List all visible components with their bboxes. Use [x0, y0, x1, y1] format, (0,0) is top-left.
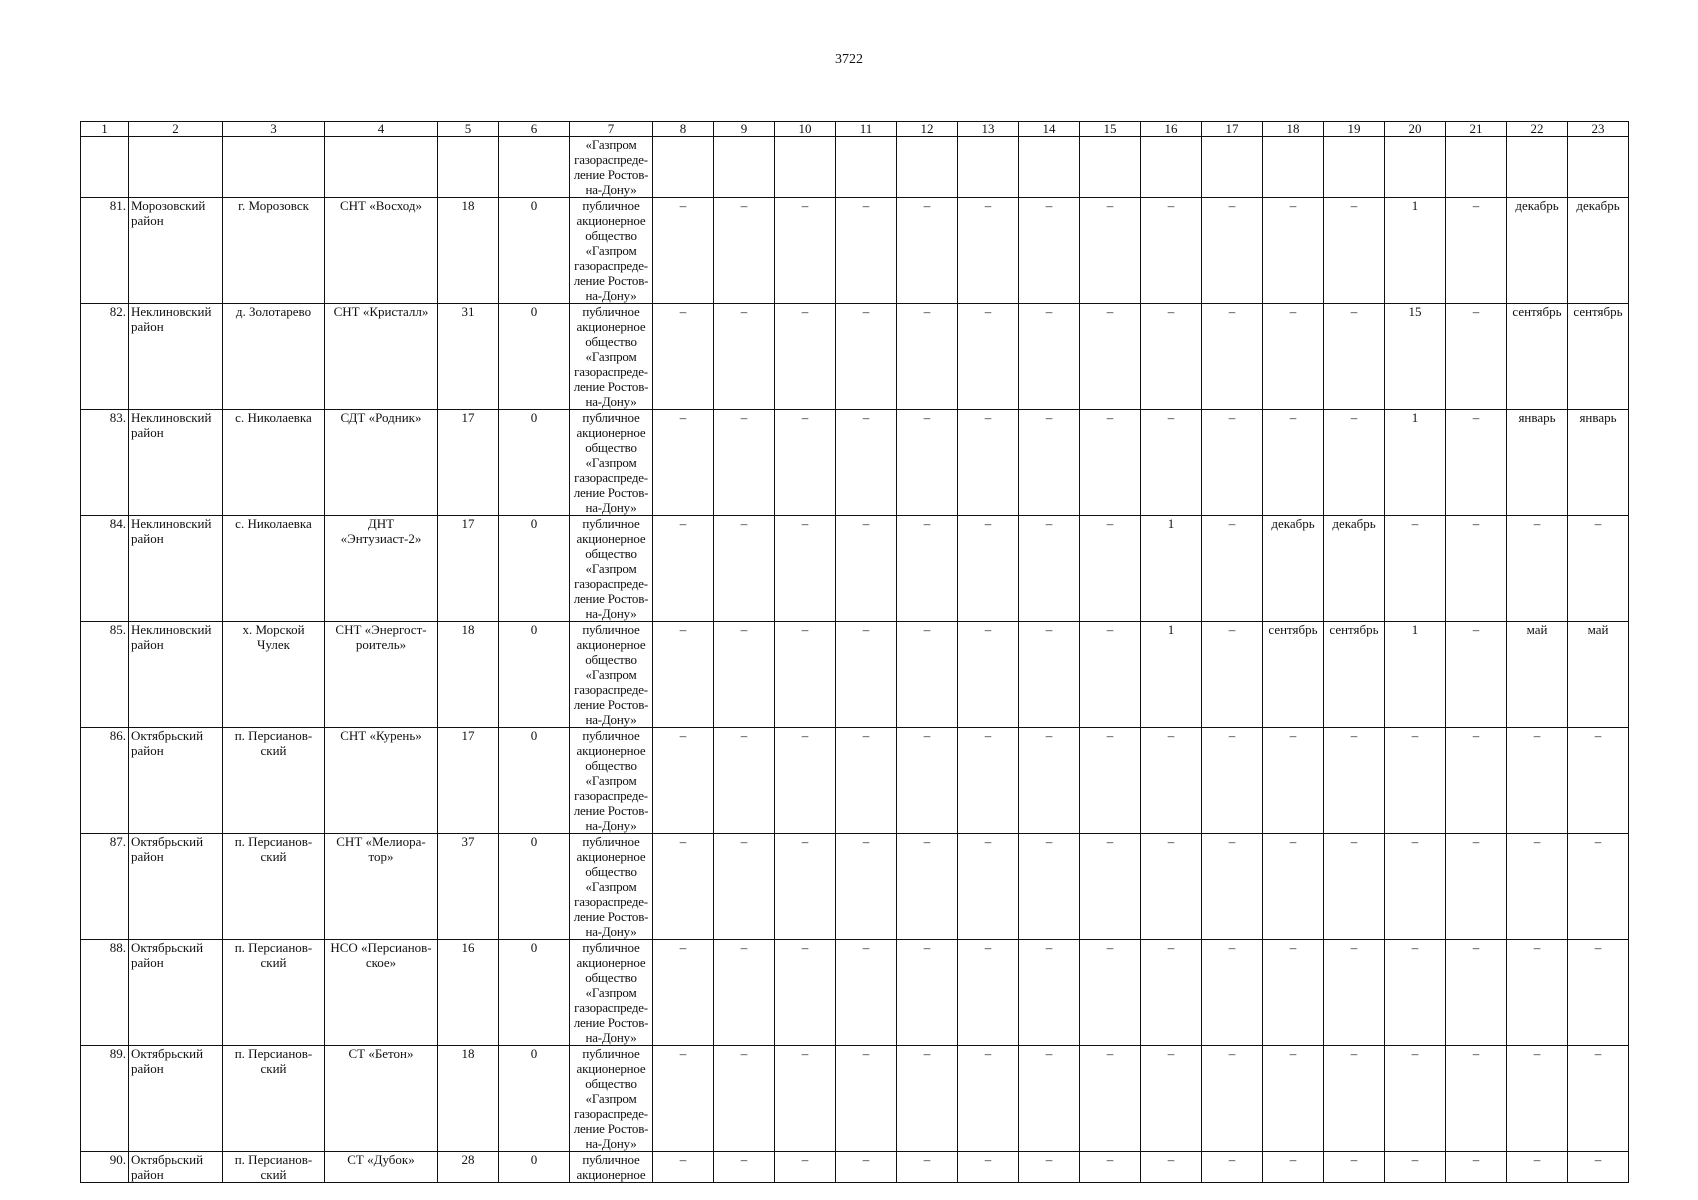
value-cell: 1 [1141, 516, 1202, 622]
value-cell: 0 [499, 834, 570, 940]
value-cell: – [958, 1152, 1019, 1183]
value-cell: – [775, 410, 836, 516]
value-cell: декабрь [1324, 516, 1385, 622]
value-cell: – [836, 304, 897, 410]
district-cell: Октябрьский район [129, 1046, 223, 1152]
value-cell: – [897, 940, 958, 1046]
value-cell: – [1385, 728, 1446, 834]
data-table [80, 121, 1629, 1183]
value-cell: сентябрь [1507, 304, 1568, 410]
value-cell: – [1202, 834, 1263, 940]
value-cell: – [653, 304, 714, 410]
value-cell: – [1263, 198, 1324, 304]
value-cell: – [1080, 1152, 1141, 1183]
organization-cell: публичное акционерное общество «Газпром газораспреде-ление Ростов-на-Дону» [570, 198, 653, 304]
value-cell: 1 [1385, 410, 1446, 516]
value-cell: декабрь [1568, 198, 1629, 304]
value-cell: – [958, 1046, 1019, 1152]
value-cell: – [1141, 1152, 1202, 1183]
locality-cell: с. Николаевка [223, 516, 325, 622]
row-number-cell: 88. [81, 940, 129, 1046]
partnership-name-cell: ДНТ «Энтузиаст-2» [325, 516, 438, 622]
column-header: 20 [1385, 122, 1446, 137]
value-cell: – [653, 1152, 714, 1183]
table-row [81, 728, 1629, 834]
value-cell: – [836, 834, 897, 940]
value-cell: – [653, 728, 714, 834]
value-cell: – [775, 834, 836, 940]
organization-cell: публичное акционерное [570, 1152, 653, 1183]
value-cell: – [1446, 1152, 1507, 1183]
value-cell: – [1568, 834, 1629, 940]
value-cell: 18 [438, 198, 499, 304]
value-cell: – [1202, 940, 1263, 1046]
value-cell: декабрь [1507, 198, 1568, 304]
row-number-cell: 81. [81, 198, 129, 304]
value-cell: – [1080, 940, 1141, 1046]
value-cell: – [714, 198, 775, 304]
value-cell: – [1263, 940, 1324, 1046]
value-cell: – [714, 622, 775, 728]
table-row [81, 304, 1629, 410]
value-cell: – [1019, 622, 1080, 728]
value-cell: – [775, 198, 836, 304]
value-cell: – [1202, 516, 1263, 622]
value-cell: – [1263, 1152, 1324, 1183]
value-cell: – [1080, 622, 1141, 728]
organization-cell: публичное акционерное общество «Газпром газораспреде-ление Ростов-на-Дону» [570, 940, 653, 1046]
column-header: 19 [1324, 122, 1385, 137]
district-cell: Октябрьский район [129, 728, 223, 834]
table-row [81, 940, 1629, 1046]
value-cell: – [1141, 728, 1202, 834]
column-header: 22 [1507, 122, 1568, 137]
value-cell: – [775, 1152, 836, 1183]
value-cell: – [1080, 834, 1141, 940]
value-cell: – [1446, 834, 1507, 940]
value-cell: – [897, 410, 958, 516]
value-cell: – [714, 516, 775, 622]
value-cell: сентябрь [1263, 622, 1324, 728]
value-cell: – [1568, 1152, 1629, 1183]
value-cell: – [1568, 940, 1629, 1046]
value-cell: – [1385, 834, 1446, 940]
value-cell: – [1141, 410, 1202, 516]
value-cell: – [836, 728, 897, 834]
value-cell: – [897, 1046, 958, 1152]
value-cell: – [1141, 940, 1202, 1046]
column-number-row [81, 122, 1629, 137]
value-cell: – [714, 834, 775, 940]
value-cell: – [1263, 834, 1324, 940]
value-cell: – [1141, 1046, 1202, 1152]
partnership-name-cell: СТ «Бетон» [325, 1046, 438, 1152]
value-cell: – [836, 516, 897, 622]
partnership-name-cell: СНТ «Курень» [325, 728, 438, 834]
value-cell: 0 [499, 728, 570, 834]
value-cell: – [958, 834, 1019, 940]
district-cell: Октябрьский район [129, 1152, 223, 1183]
partnership-name-cell: СНТ «Энергост-роитель» [325, 622, 438, 728]
value-cell: – [1446, 940, 1507, 1046]
page-number: 3722 [835, 52, 863, 67]
district-cell: Неклиновский район [129, 304, 223, 410]
value-cell: – [1324, 940, 1385, 1046]
value-cell: – [1324, 728, 1385, 834]
column-header: 9 [714, 122, 775, 137]
value-cell: – [1385, 1152, 1446, 1183]
continuation-row [81, 137, 1629, 198]
value-cell: 1 [1141, 622, 1202, 728]
organization-cell: публичное акционерное общество «Газпром газораспреде-ление Ростов-на-Дону» [570, 304, 653, 410]
column-header: 2 [129, 122, 223, 137]
value-cell: – [897, 198, 958, 304]
value-cell: – [897, 728, 958, 834]
value-cell: – [958, 728, 1019, 834]
value-cell: – [1141, 198, 1202, 304]
table-row [81, 516, 1629, 622]
value-cell: – [1446, 516, 1507, 622]
organization-cell: «Газпром газораспреде-ление Ростов-на-Дону» [570, 137, 653, 198]
district-cell: Октябрьский район [129, 834, 223, 940]
value-cell: – [1446, 1046, 1507, 1152]
value-cell: – [1324, 410, 1385, 516]
value-cell: – [1019, 1152, 1080, 1183]
value-cell: – [1141, 834, 1202, 940]
value-cell: – [714, 1046, 775, 1152]
organization-cell: публичное акционерное общество «Газпром газораспреде-ление Ростов-на-Дону» [570, 1046, 653, 1152]
value-cell: 18 [438, 1046, 499, 1152]
locality-cell: с. Николаевка [223, 410, 325, 516]
value-cell: – [1507, 834, 1568, 940]
row-number-cell: 89. [81, 1046, 129, 1152]
value-cell: – [653, 834, 714, 940]
value-cell: – [1019, 410, 1080, 516]
district-cell: Неклиновский район [129, 410, 223, 516]
value-cell: – [1202, 1152, 1263, 1183]
row-number-cell: 85. [81, 622, 129, 728]
district-cell: Октябрьский район [129, 940, 223, 1046]
value-cell: 0 [499, 410, 570, 516]
value-cell: – [1080, 198, 1141, 304]
value-cell: – [836, 198, 897, 304]
value-cell: – [653, 410, 714, 516]
column-header: 17 [1202, 122, 1263, 137]
value-cell: – [1263, 410, 1324, 516]
column-header: 11 [836, 122, 897, 137]
value-cell: – [1019, 940, 1080, 1046]
table-row [81, 834, 1629, 940]
value-cell: – [1080, 1046, 1141, 1152]
column-header: 10 [775, 122, 836, 137]
value-cell: – [775, 728, 836, 834]
value-cell: 0 [499, 1046, 570, 1152]
district-cell: Морозовский район [129, 198, 223, 304]
value-cell: – [836, 410, 897, 516]
value-cell: – [714, 1152, 775, 1183]
column-header: 18 [1263, 122, 1324, 137]
value-cell: – [1568, 1046, 1629, 1152]
value-cell: – [1019, 834, 1080, 940]
value-cell: 1 [1385, 198, 1446, 304]
value-cell: – [1202, 728, 1263, 834]
locality-cell: п. Персианов-ский [223, 834, 325, 940]
value-cell: – [1446, 198, 1507, 304]
row-number-cell: 82. [81, 304, 129, 410]
value-cell: 0 [499, 940, 570, 1046]
value-cell: – [1019, 198, 1080, 304]
value-cell: – [897, 304, 958, 410]
partnership-name-cell: СДТ «Родник» [325, 410, 438, 516]
value-cell: – [1507, 516, 1568, 622]
value-cell: – [1080, 410, 1141, 516]
value-cell: – [897, 622, 958, 728]
row-number-cell: 86. [81, 728, 129, 834]
value-cell: – [653, 516, 714, 622]
column-header: 12 [897, 122, 958, 137]
value-cell: – [714, 410, 775, 516]
value-cell: – [653, 622, 714, 728]
value-cell: – [1446, 304, 1507, 410]
column-header: 21 [1446, 122, 1507, 137]
value-cell: – [836, 1152, 897, 1183]
column-header: 8 [653, 122, 714, 137]
value-cell: – [958, 940, 1019, 1046]
locality-cell: д. Золотарево [223, 304, 325, 410]
row-number-cell: 83. [81, 410, 129, 516]
organization-cell: публичное акционерное общество «Газпром газораспреде-ление Ростов-на-Дону» [570, 516, 653, 622]
partnership-name-cell: СНТ «Кристалл» [325, 304, 438, 410]
value-cell: – [714, 728, 775, 834]
value-cell: – [836, 1046, 897, 1152]
value-cell: – [775, 1046, 836, 1152]
value-cell: 37 [438, 834, 499, 940]
value-cell: 0 [499, 516, 570, 622]
column-header: 14 [1019, 122, 1080, 137]
column-header: 7 [570, 122, 653, 137]
value-cell: – [775, 940, 836, 1046]
value-cell: – [836, 940, 897, 1046]
value-cell: – [653, 198, 714, 304]
value-cell: 15 [1385, 304, 1446, 410]
value-cell: – [1019, 1046, 1080, 1152]
partnership-name-cell: СТ «Дубок» [325, 1152, 438, 1183]
value-cell: 16 [438, 940, 499, 1046]
table-row [81, 410, 1629, 516]
value-cell: – [1263, 728, 1324, 834]
value-cell: – [1202, 410, 1263, 516]
value-cell: май [1568, 622, 1629, 728]
value-cell: – [1507, 940, 1568, 1046]
value-cell: – [1568, 516, 1629, 622]
value-cell: – [1080, 516, 1141, 622]
value-cell: – [1202, 198, 1263, 304]
locality-cell: п. Персианов-ский [223, 1046, 325, 1152]
value-cell: декабрь [1263, 516, 1324, 622]
table-row [81, 1152, 1629, 1183]
district-cell: Неклиновский район [129, 516, 223, 622]
value-cell: – [1385, 940, 1446, 1046]
value-cell: – [1324, 1152, 1385, 1183]
value-cell: 31 [438, 304, 499, 410]
value-cell: – [775, 304, 836, 410]
value-cell: – [1324, 1046, 1385, 1152]
value-cell: – [714, 940, 775, 1046]
value-cell: – [958, 516, 1019, 622]
value-cell: – [1019, 516, 1080, 622]
column-header: 5 [438, 122, 499, 137]
value-cell: 0 [499, 1152, 570, 1183]
value-cell: сентябрь [1324, 622, 1385, 728]
value-cell: – [1507, 1046, 1568, 1152]
value-cell: 0 [499, 198, 570, 304]
value-cell: – [1202, 304, 1263, 410]
value-cell: 17 [438, 410, 499, 516]
row-number-cell: 84. [81, 516, 129, 622]
value-cell: – [1324, 834, 1385, 940]
value-cell: – [1385, 1046, 1446, 1152]
value-cell: – [1202, 1046, 1263, 1152]
locality-cell: х. Морской Чулек [223, 622, 325, 728]
column-header: 13 [958, 122, 1019, 137]
value-cell: – [714, 304, 775, 410]
value-cell: – [958, 622, 1019, 728]
row-number-cell: 90. [81, 1152, 129, 1183]
value-cell: – [958, 304, 1019, 410]
value-cell: – [1263, 304, 1324, 410]
value-cell: – [958, 198, 1019, 304]
value-cell: сентябрь [1568, 304, 1629, 410]
value-cell: – [1019, 304, 1080, 410]
column-header: 4 [325, 122, 438, 137]
partnership-name-cell: СНТ «Мелиора-тор» [325, 834, 438, 940]
value-cell: январь [1507, 410, 1568, 516]
organization-cell: публичное акционерное общество «Газпром газораспреде-ление Ростов-на-Дону» [570, 834, 653, 940]
value-cell: – [1324, 304, 1385, 410]
column-header: 1 [81, 122, 129, 137]
value-cell: – [1080, 728, 1141, 834]
partnership-name-cell: НСО «Персианов-ское» [325, 940, 438, 1046]
value-cell: май [1507, 622, 1568, 728]
value-cell: – [775, 622, 836, 728]
value-cell: – [836, 622, 897, 728]
table-row [81, 198, 1629, 304]
value-cell: 1 [1385, 622, 1446, 728]
value-cell: – [1263, 1046, 1324, 1152]
district-cell: Неклиновский район [129, 622, 223, 728]
value-cell: – [1507, 1152, 1568, 1183]
locality-cell: г. Морозовск [223, 198, 325, 304]
value-cell: – [1080, 304, 1141, 410]
organization-cell: публичное акционерное общество «Газпром газораспреде-ление Ростов-на-Дону» [570, 728, 653, 834]
value-cell: – [653, 940, 714, 1046]
value-cell: – [1446, 622, 1507, 728]
value-cell: – [1568, 728, 1629, 834]
value-cell: 28 [438, 1152, 499, 1183]
table-row [81, 622, 1629, 728]
organization-cell: публичное акционерное общество «Газпром газораспреде-ление Ростов-на-Дону» [570, 622, 653, 728]
value-cell: – [1141, 304, 1202, 410]
value-cell: – [1019, 728, 1080, 834]
value-cell: – [1507, 728, 1568, 834]
value-cell: – [1324, 198, 1385, 304]
value-cell: – [897, 516, 958, 622]
organization-cell: публичное акционерное общество «Газпром газораспреде-ление Ростов-на-Дону» [570, 410, 653, 516]
column-header: 3 [223, 122, 325, 137]
value-cell: 0 [499, 304, 570, 410]
locality-cell: п. Персианов-ский [223, 940, 325, 1046]
value-cell: – [1202, 622, 1263, 728]
column-header: 6 [499, 122, 570, 137]
value-cell: – [1446, 410, 1507, 516]
column-header: 15 [1080, 122, 1141, 137]
value-cell: 17 [438, 728, 499, 834]
partnership-name-cell: СНТ «Восход» [325, 198, 438, 304]
value-cell: 0 [499, 622, 570, 728]
value-cell: – [897, 1152, 958, 1183]
locality-cell: п. Персианов-ский [223, 728, 325, 834]
value-cell: – [958, 410, 1019, 516]
value-cell: – [1385, 516, 1446, 622]
value-cell: – [897, 834, 958, 940]
column-header: 23 [1568, 122, 1629, 137]
value-cell: 17 [438, 516, 499, 622]
value-cell: январь [1568, 410, 1629, 516]
value-cell: – [775, 516, 836, 622]
row-number-cell: 87. [81, 834, 129, 940]
value-cell: 18 [438, 622, 499, 728]
column-header: 16 [1141, 122, 1202, 137]
value-cell: – [653, 1046, 714, 1152]
value-cell: – [1446, 728, 1507, 834]
locality-cell: п. Персианов-ский [223, 1152, 325, 1183]
table-row [81, 1046, 1629, 1152]
